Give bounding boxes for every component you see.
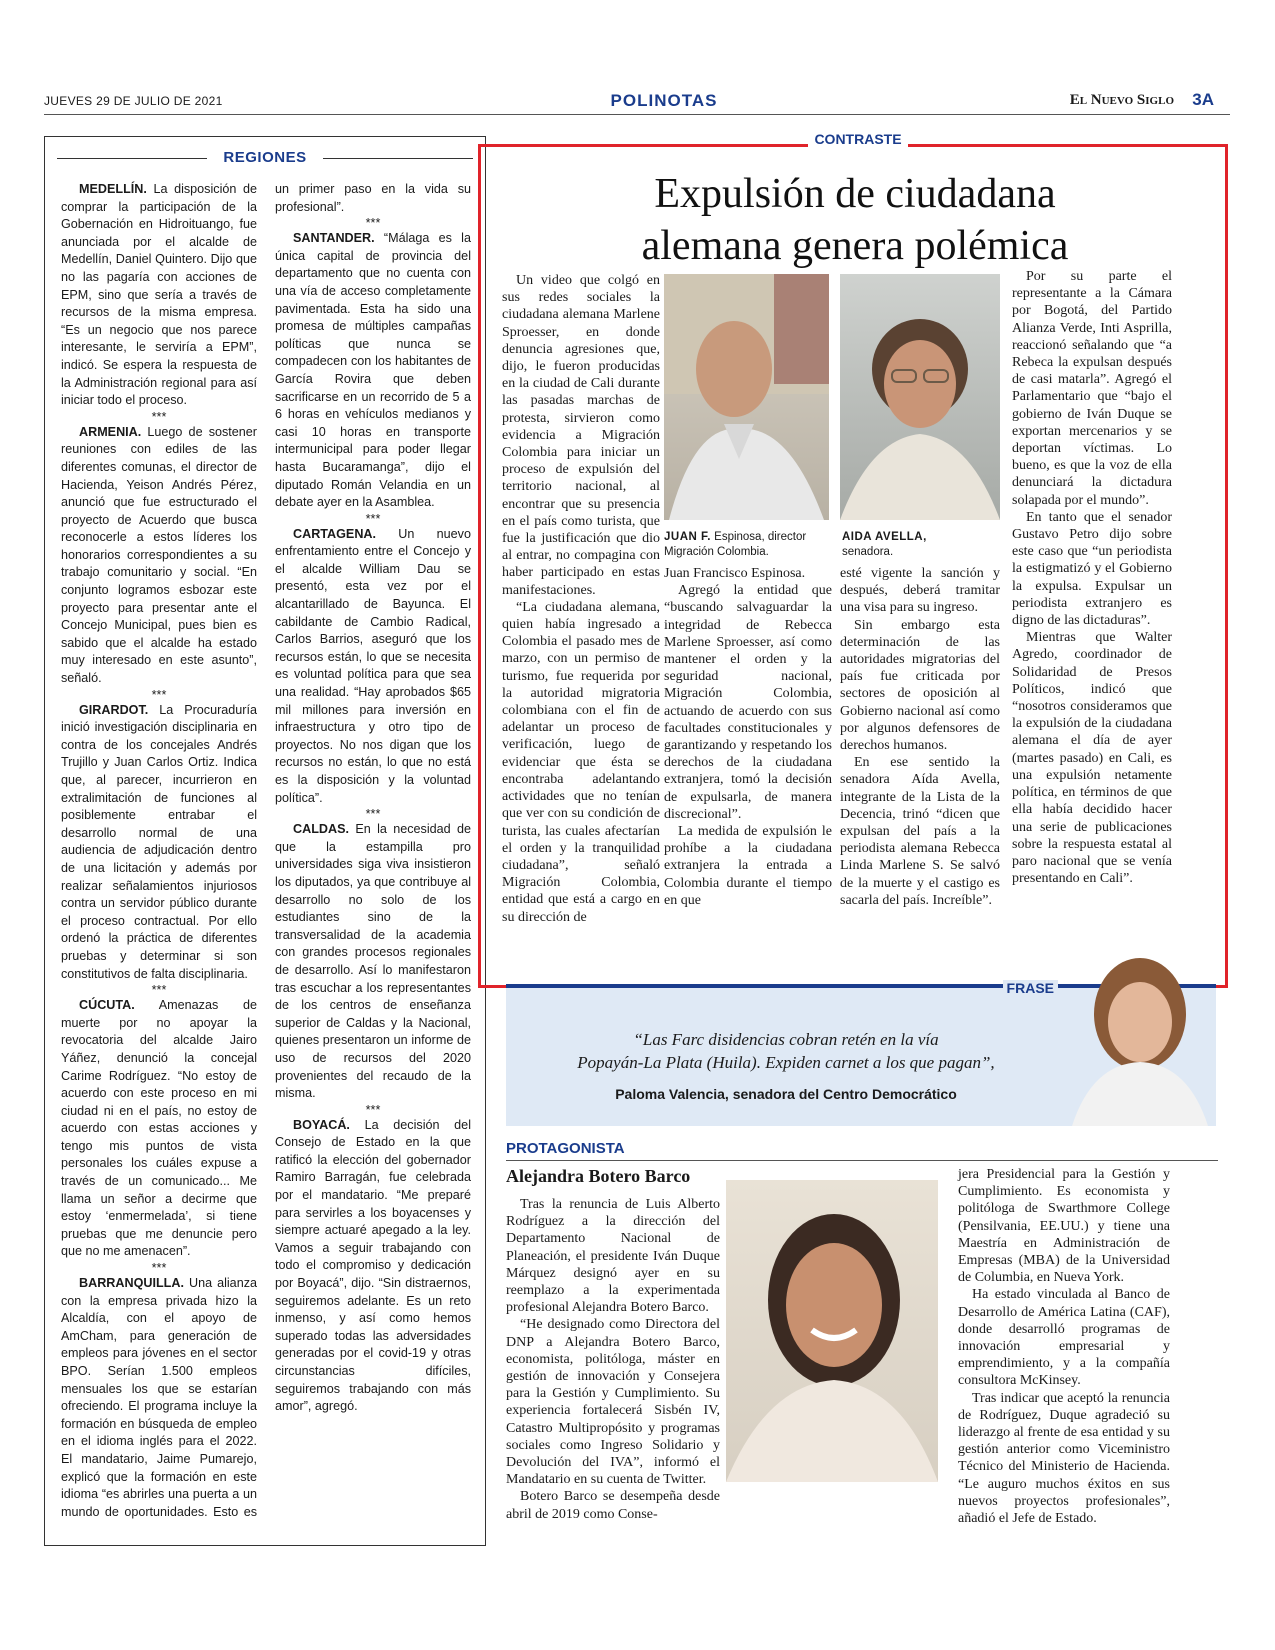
- frase-quote: [536, 1028, 1036, 1074]
- regiones-city: SANTANDER.: [293, 231, 375, 246]
- article-column-2: [664, 565, 832, 909]
- quote-line-1: “Las Farc disidencias cobran retén en la vía: [633, 1030, 939, 1049]
- caption-juan-espinosa: JUAN F. Espinosa, director Migración Colombia.: [664, 531, 807, 558]
- regiones-item: [275, 821, 471, 1103]
- woman-portrait-icon: [726, 1180, 938, 1482]
- paragraph: Botero Barco se desempeña desde abril de 2019 como Conse-: [506, 1489, 720, 1522]
- regiones-item: [61, 997, 257, 1261]
- protagonista-column-2: [958, 1166, 1170, 1527]
- regiones-box: [44, 136, 486, 1546]
- paragraph: Por su parte el representante a la Cámara por Bogotá, del Partido Alianza Verde, Inti Asprilla, reaccionó señalando que “a Rebeca la expulsan después de casi matarla”. Agregó el Parlamentario que “bajo el gobierno de Iván Duque se exportan mercenarios y se deportan víctimas. Lo bueno, es que la voz de ella denunciará la dictadura solapada por el mundo”.: [1012, 269, 1172, 508]
- separator-stars: ***: [151, 687, 167, 702]
- paragraph: Mientras que Walter Agredo, coordinador de Solidaridad de Presos Políticos, indicó que “nosotros consideramos que la expulsión de la ciudadana alemana el día de ayer (martes pasado) en Cali, es una expulsión netamente política, en términos de que ella había decidido hacer una serie de publicaciones sobre la respuesta estatal al paro nacional que se venía presentando en Cali”.: [1012, 630, 1172, 887]
- regiones-city: CALDAS.: [293, 822, 349, 837]
- paragraph: jera Presidencial para la Gestión y Cumplimiento. Es economista y politóloga de Swarthmore College (Pensilvania, EE.UU.) y tiene una Maestría en Administración de Empresas (MBA) de la Universidad de Columbia, en Nueva York.: [958, 1167, 1170, 1286]
- paragraph: La medida de expulsión le prohíbe a la ciudadana extranjera la entrada a Colombia durante el tiempo en que: [664, 824, 832, 908]
- paragraph: Agregó la entidad que “buscando salvaguardar la integridad de Rebecca Marlene Sproesser, así como mantener el orden y la seguridad nacional, Migración Colombia, actuando de acuerdo con sus facultades constitucionales y garantizando y respetando los derechos de la ciudadana extranjera, tomó la decisión de expulsarla, de manera discrecional”.: [664, 583, 832, 822]
- separator-stars: ***: [365, 1102, 381, 1117]
- regiones-text: La decisión del Consejo de Estado en la que ratificó la elección del gobernador Ramiro Barragán, fue celebrada por el mandatario. “Me preparé para servirles a los boyacenses y siempre actuaré apegado a la ley. Vamos a seguir trabajando con todo el compromiso y dedicación por Boyacá”, dijo. “Sin distraernos, seguiremos adelante. Es un reto inmenso, y así como hemos superado todas las adversidades generadas por el covid-19 y otras circunstancias difíciles, seguiremos trabajando con más amor”, agregó.: [275, 1117, 471, 1414]
- regiones-city: CÚCUTA.: [79, 998, 135, 1013]
- regiones-item: [61, 181, 257, 410]
- caption-aida-avella: AIDA AVELLA, senadora.: [842, 531, 927, 558]
- quote-line-2: Popayán-La Plata (Huila). Expiden carnet a los que pagan”,: [577, 1053, 995, 1072]
- page-number: 3A: [1192, 90, 1214, 109]
- issue-date: JUEVES 29 DE JULIO DE 2021: [44, 94, 223, 108]
- paragraph: Un video que colgó en sus redes sociales la ciudadana alemana Marlene Sproesser, en donde denuncia agresiones que, dijo, le fueron producidas en la ciudad de Cali durante las pasadas marchas de protesta, sirvieron como evidencia a Migración Colombia para iniciar un proceso de expulsión del territorio nacional, al encontrar que su presencia en el país como turista, que fue la justificación que dio al entrar, no compagina con haber participado en estas manifestaciones.: [502, 273, 660, 598]
- headline-line-1: Expulsión de ciudadana: [654, 171, 1056, 217]
- photo-juan-espinosa: [664, 274, 829, 520]
- regiones-title: REGIONES: [45, 149, 485, 166]
- regiones-columns: [61, 181, 471, 1536]
- regiones-item: [275, 1117, 471, 1416]
- frase-label: FRASE: [1003, 980, 1058, 996]
- regiones-text: La Procuraduría inició investigación disciplinaria en contra de los concejales Andrés Trujillo y Juan Carlos Ortiz. Indica que, al parecer, incurrieron en extralimitación de funciones al posiblemente entrabar el desarrollo normal de una audiencia de adjudicación dentro de una licitación y además por realizar señalamientos injuriosos contra un servidor público durante el proceso contractual. Por ello ordenó la práctica de diferentes pruebas y determinar si son constitutivos de falta disciplinaria.: [61, 702, 257, 981]
- header-divider: [44, 114, 1230, 115]
- article-column-3: [840, 565, 1000, 909]
- photo-paloma-valencia: [1062, 944, 1212, 1126]
- paragraph: Tras indicar que aceptó la renuncia de Rodríguez, Duque agradeció su liderazgo al frente de esa entidad y su gestión anterior como Viceministro Técnico del Ministerio de Hacienda. “Le auguro muchos éxitos en sus nuevos proyectos profesionales”, añadió el Jefe de Estado.: [958, 1390, 1170, 1527]
- paragraph: En ese sentido la senadora Aída Avella, integrante de la Lista de la Decencia, trinó “dicen que expulsan del país a la periodista alemana Rebecca Linda Marlene S. Se salvó de la muerte y el castigo es sacarla del país. Increíble”.: [840, 755, 1000, 908]
- protagonista-column-1: [506, 1196, 720, 1523]
- section-title: POLINOTAS: [610, 91, 718, 110]
- article-column-1: [502, 272, 660, 926]
- newspaper-logo: El Nuevo Siglo: [1069, 92, 1174, 108]
- page-header: [44, 92, 1224, 114]
- paragraph: esté vigente la sanción y después, deberá tramitar una visa para su ingreso.: [840, 566, 1000, 616]
- photo-aida-avella: [840, 274, 1000, 520]
- woman-portrait-icon: [840, 274, 1000, 520]
- separator-stars: ***: [151, 1261, 167, 1276]
- regiones-text: Un nuevo enfrentamiento entre el Concejo y el alcalde William Dau se presentó, esta vez por el alcantarillado de Bayunca. El cabildante de Cambio Radical, Carlos Barrios, aseguró que los recursos están, lo que se necesita es voluntad política para que sea una realidad. “Hay aprobados $65 mil millones para inversión en infraestructura y otro tipo de proyectos. No nos digan que los recursos no están, lo que no está es la disposición y la voluntad política”.: [275, 526, 471, 805]
- regiones-city: ARMENIA.: [79, 424, 142, 439]
- regiones-item: [275, 526, 471, 808]
- separator-stars: ***: [365, 216, 381, 231]
- separator-stars: ***: [151, 409, 167, 424]
- protagonista-divider: [506, 1160, 1218, 1161]
- frase-author: Paloma Valencia, senadora del Centro Democrático: [615, 1086, 957, 1102]
- photo-alejandra-botero: [726, 1180, 938, 1482]
- article-column-4: [1012, 268, 1172, 887]
- regiones-text: En la necesidad de que la estampilla pro universidades siga viva insistieron los diputados, ya que contribuye al desarrollo no solo de los estudiantes sino de la transversalidad de la academia con grandes procesos regionales de desarrollo. Así lo manifestaron tras escuchar a los representantes de los centros de enseñanza superior de Caldas y la Nacional, quienes presentaron un informe de uso de recursos del 2020 provenientes del recaudo de la misma.: [275, 822, 471, 1101]
- paragraph: “La ciudadana alemana, quien había ingresado a Colombia el pasado mes de marzo, con un permiso de turismo, fue requerida por la autoridad migratoria colombiana con el fin de adelantar un proceso de verificación, luego de evidenciar que ésta se encontraba adelantando actividades que no tenían que ver con su condición de turista, las cuales afectarían el orden y la tranquilidad ciudadana”, señaló Migración Colombia, entidad que está a cargo en su dirección de: [502, 599, 660, 925]
- regiones-city: MEDELLÍN.: [79, 182, 147, 196]
- regiones-text: Una alianza con la empresa privada hizo la Alcaldía, con el apoyo de AmCham, para generación de empleos para jóvenes en el sector BPO. Serían 1.500 empleos mensuales los que se estarían ofreciendo. El programa incluye la formación en búsqueda de empleo en el idioma inglés para el 2022. El mandatario, Jaime Pumarejo, explicó que la formación en este idioma “es abrirles una puerta a un mundo de oportunidades. Esto es un primer paso en la vida su profesional”.: [61, 182, 471, 1519]
- regiones-city: BOYACÁ.: [293, 1117, 350, 1132]
- regiones-text: Luego de sostener reuniones con ediles de las diferentes comunas, el director de Hacienda, Yeison Andrés Pérez, anunció que fue estructurado el proyecto de Acuerdo que busca reconocerle a estos líderes los honorarios correspondientes a su trabajo comunitario y social. “En conjunto logramos esbozar este proyecto para presentar ante el Concejo Municipal, pues bien es sabido que el alcalde ha estado muy interesado en este asunto”, señaló.: [61, 424, 257, 686]
- man-portrait-icon: [664, 274, 829, 520]
- regiones-city: GIRARDOT.: [79, 702, 149, 717]
- regiones-item: [275, 230, 471, 512]
- headline-line-2: alemana genera polémica: [641, 223, 1069, 269]
- paragraph: Tras la renuncia de Luis Alberto Rodríguez a la dirección del Departamento Nacional de Planeación, el presidente Iván Duque Márquez designó ayer en su reemplazo a la experimentada profesional Alejandra Botero Barco.: [506, 1197, 720, 1316]
- frase-box: [506, 980, 1216, 1126]
- contraste-label: CONTRASTE: [808, 131, 908, 147]
- regiones-text: La disposición de comprar la participación de la Gobernación en Hidroituango, fue anunciada por el alcalde de Medellín, Daniel Quintero. Dijo que no las pagaría con acciones de EPM, sino que sería a través de recursos de la misma empresa. “Es un negocio que nos parece interesante, le serviría a EPM”, indicó. Se espera la respuesta de la Administración regional para así iniciar todo el proceso.: [61, 182, 257, 408]
- separator-stars: ***: [365, 511, 381, 526]
- regiones-item: [61, 424, 257, 688]
- separator-stars: ***: [151, 983, 167, 998]
- protagonista-name: Alejandra Botero Barco: [506, 1166, 691, 1186]
- paragraph: Juan Francisco Espinosa.: [664, 566, 806, 581]
- paragraph: “He designado como Directora del DNP a Alejandra Botero Barco, economista, politóloga, máster en gestión de innovación y Consejera para la Gestión y Cumplimiento. Su experiencia fortalecerá Sisbén IV, Catastro Multipropósito y programas sociales como Ingreso Solidario y Devolución del IVA”, informó el Mandatario en su cuenta de Twitter.: [506, 1317, 720, 1488]
- regiones-text: Amenazas de muerte por no apoyar la revocatoria del alcalde Jairo Yáñez, denunció la concejal Carime Rodríguez. “No estoy de acuerdo con este proceso en mi ciudad ni en el país, no estoy de acuerdo con estas acciones y tengo mis puntos de vista personales los cuáles expuse a través de un comunicado... Me llama un señor a decirme que estoy ‘enmermelada’, si tiene pruebas que me denuncie pero que no me amenacen”.: [61, 998, 257, 1259]
- regiones-city: CARTAGENA.: [293, 526, 377, 541]
- article-headline: [500, 168, 1210, 272]
- woman-portrait-icon: [1062, 944, 1212, 1126]
- regiones-text: “Málaga es la única capital de provincia del departamento que no cuenta con una vía de acceso completamente pavimentada. Esta ha sido una promesa de múltiples campañas políticas que nunca se compadecen con los habitantes de García Rovira que deben sacrificarse en un recorrido de 5 a 6 horas en vehículos medianos y casi 10 horas en transporte intermunicipal para poder llegar hasta Bucaramanga”, dijo el diputado Román Velandia en un debate ayer en la Asamblea.: [275, 231, 471, 510]
- regiones-item: [61, 702, 257, 984]
- paragraph: Sin embargo esta determinación de las autoridades migratorias del país fue criticada por sectores de oposición al Gobierno nacional así como por algunos defensores de derechos humanos.: [840, 617, 1000, 754]
- separator-stars: ***: [365, 807, 381, 822]
- protagonista-label: PROTAGONISTA: [506, 1140, 625, 1157]
- regiones-city: BARRANQUILLA.: [79, 1276, 184, 1291]
- paragraph: Ha estado vinculada al Banco de Desarrollo de América Latina (CAF), donde desarrolló programas de innovación empresarial y emprendimiento, y a la compañía consultora McKinsey.: [958, 1287, 1170, 1389]
- paragraph: En tanto que el senador Gustavo Petro dijo sobre este caso que “un periodista la estigmatizó y el Gobierno la expulsa. Expulsar un periodista extranjero es digno de las dictaduras”.: [1012, 509, 1172, 629]
